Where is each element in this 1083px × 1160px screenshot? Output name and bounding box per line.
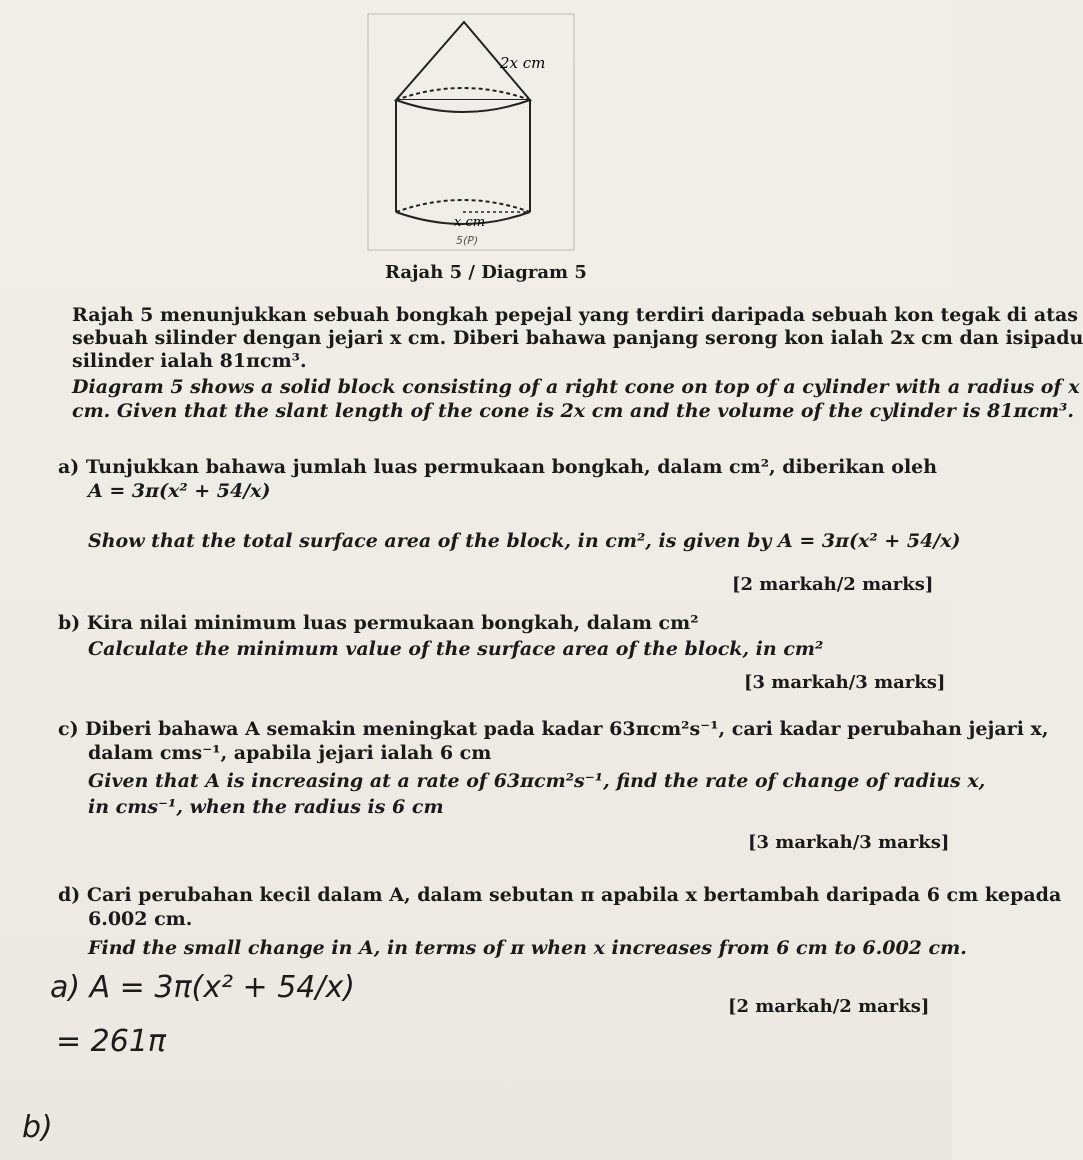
question-d-marks: [2 markah/2 marks] bbox=[728, 996, 930, 1017]
handwritten-line-1: a) A = 3π(x² + 54/x) bbox=[50, 970, 355, 1005]
question-b-marks: [3 markah/3 marks] bbox=[744, 672, 946, 693]
handwritten-line-3: b) bbox=[22, 1110, 53, 1145]
intro-en-line-2: cm. Given that the slant length of the cone is 2x cm and the volume of the cylinder is 81πcm³. bbox=[72, 400, 1074, 422]
question-d-en: Find the small change in A, in terms of π when x increases from 6 cm to 6.002 cm. bbox=[88, 937, 967, 959]
question-c-en-line-2: in cms⁻¹, when the radius is 6 cm bbox=[88, 796, 444, 818]
question-a-marks: [2 markah/2 marks] bbox=[732, 574, 934, 595]
cone-cylinder-diagram bbox=[360, 10, 580, 255]
handwritten-line-2: = 261π bbox=[56, 1024, 166, 1059]
question-b-ms: b) Kira nilai minimum luas permukaan bongkah, dalam cm² bbox=[58, 612, 699, 634]
question-b-en: Calculate the minimum value of the surface area of the block, in cm² bbox=[88, 638, 824, 660]
intro-ms-line-2: sebuah silinder dengan jejari x cm. Diberi bahawa panjang serong kon ialah 2x cm dan isipadu bbox=[72, 327, 1083, 349]
question-d-ms-line-1: d) Cari perubahan kecil dalam A, dalam sebutan π apabila x bertambah daripada 6 cm kepada bbox=[58, 884, 1062, 906]
question-a-formula: A = 3π(x² + 54/x) bbox=[88, 480, 271, 502]
intro-ms-line-3: silinder ialah 81πcm³. bbox=[72, 350, 307, 372]
intro-ms-line-1: Rajah 5 menunjukkan sebuah bongkah pepejal yang terdiri daripada sebuah kon tegak di atas bbox=[72, 304, 1078, 326]
bottom-note: 5(P) bbox=[456, 234, 479, 247]
question-c-marks: [3 markah/3 marks] bbox=[748, 832, 950, 853]
slant-label: 2x cm bbox=[500, 54, 546, 72]
question-a-en: Show that the total surface area of the block, in cm², is given by A = 3π(x² + 54/x) bbox=[88, 530, 961, 552]
question-c-ms-line-2: dalam cms⁻¹, apabila jejari ialah 6 cm bbox=[88, 742, 492, 764]
question-a-ms: a) Tunjukkan bahawa jumlah luas permukaan bongkah, dalam cm², diberikan oleh bbox=[58, 456, 938, 478]
question-c-ms-line-1: c) Diberi bahawa A semakin meningkat pada kadar 63πcm²s⁻¹, cari kadar perubahan jejari x, bbox=[58, 718, 1049, 740]
radius-label: x cm bbox=[454, 215, 486, 230]
intro-en-line-1: Diagram 5 shows a solid block consisting of a right cone on top of a cylinder with a radius of x bbox=[72, 376, 1080, 398]
cylinder-body bbox=[396, 100, 530, 212]
question-c-en-line-1: Given that A is increasing at a rate of 63πcm²s⁻¹, find the rate of change of radius x, bbox=[88, 770, 986, 792]
diagram-caption: Rajah 5 / Diagram 5 bbox=[385, 262, 587, 283]
question-d-ms-line-2: 6.002 cm. bbox=[88, 908, 193, 930]
